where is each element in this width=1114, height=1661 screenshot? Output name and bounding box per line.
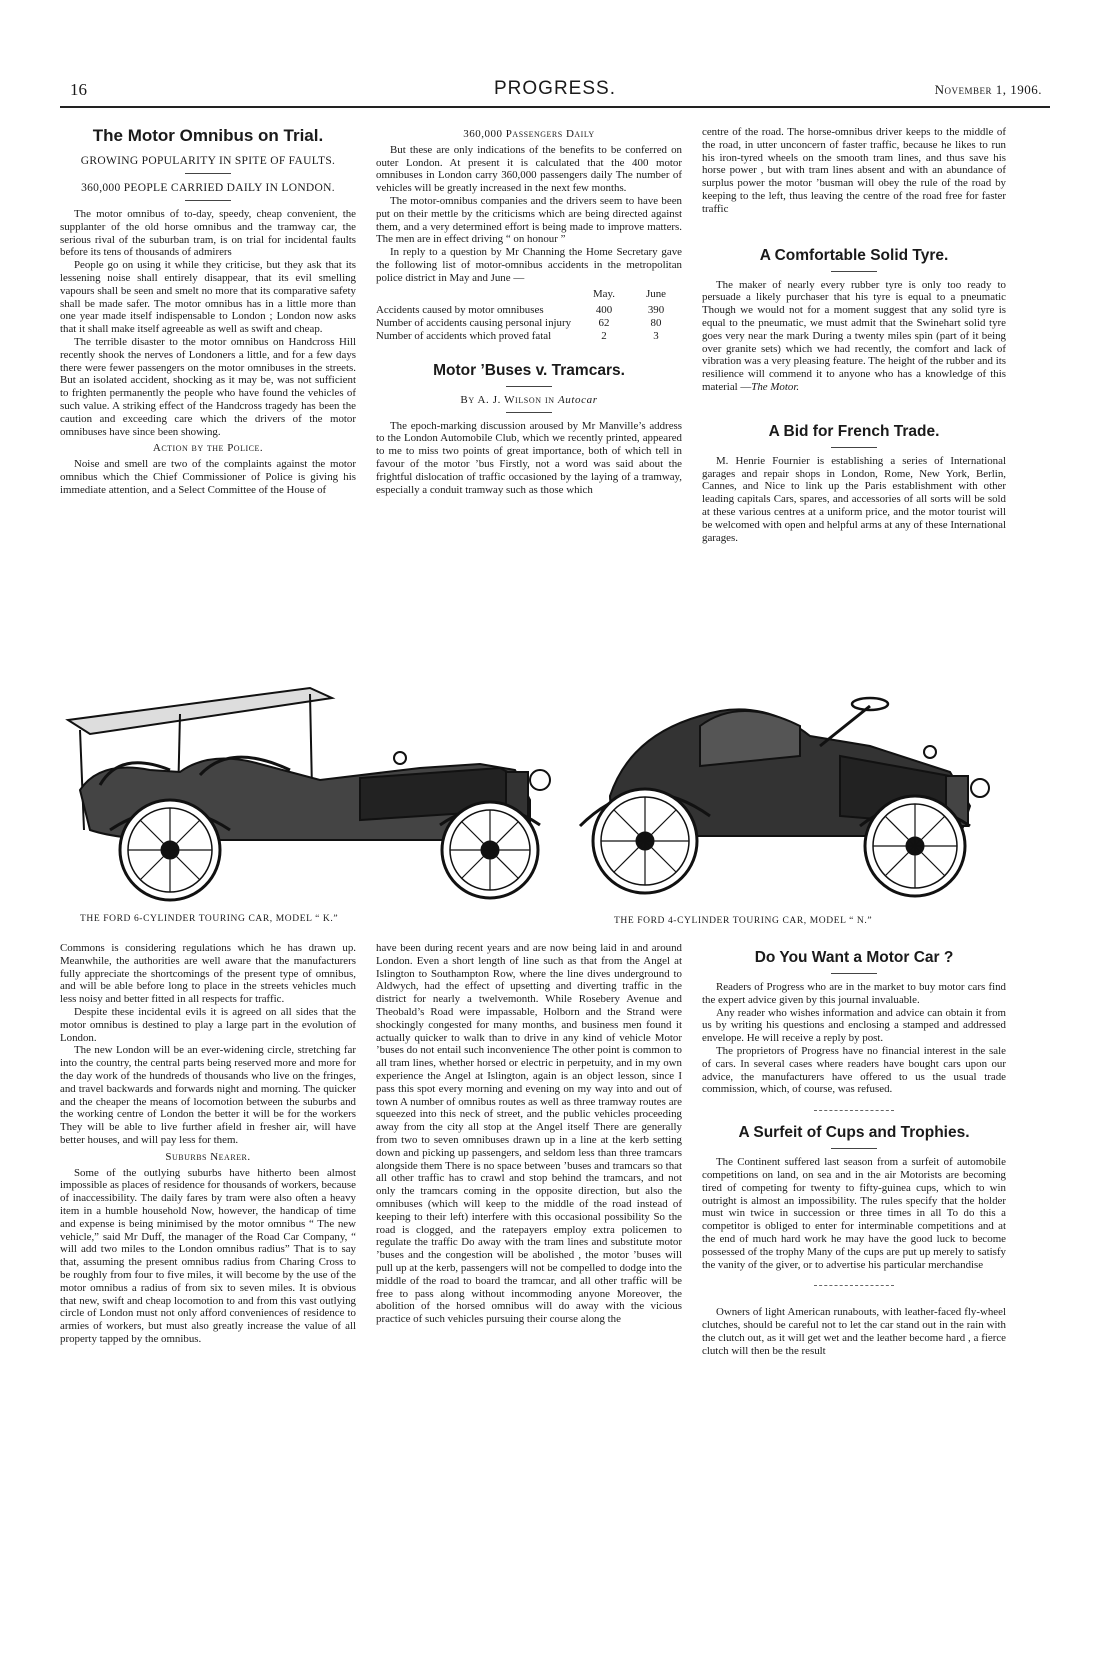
paragraph: Any reader who wishes information and advice can obtain it from us by writing his questions and enclosing a stamped and addressed envelope. He will receive a reply by post. bbox=[702, 1006, 1006, 1045]
divider bbox=[831, 447, 877, 448]
paragraph: The Continent suffered last season from a surfeit of automobile competitions on land, on sea and in the air Motorists are becoming tired of competing for twenty to fifty-guinea cups, which to win outright is almost an impossibility. The rules specify that the holder must win twice in succession or three times in all To do this a competitor is obliged to enter for interminable competitions and at the end of much hard work he may have the good luck to become possessed of the trophy Many of the cups are put up merely to satisfy the vanity of the giver, or to advertise his particular merchandise bbox=[702, 1156, 1006, 1271]
paragraph: People go on using it while they criticise, but they ask that its lessening noise shall entirely disappear, that its evil smelling vapours shall be seen and smelt no more that its comparative safety shall be made safer. The motor omnibus has in a little more than one year made itself indispensable to London ; London now asks that it shall make itself agreeable as well as swift and cheap. bbox=[60, 259, 356, 336]
divider bbox=[506, 412, 552, 413]
paragraph: Readers of Progress who are in the market to buy motor cars find the expert advice given by this journal invaluable. bbox=[702, 981, 1006, 1006]
table-row: Number of accidents causing personal injury 62 80 bbox=[376, 317, 662, 330]
paragraph: centre of the road. The horse-omnibus driver keeps to the middle of the road, in utter unconcern of faster traffic, because he likes to run his iron-tyred wheels on the smooth tram lines, and thus save his horse power , but with tram lines absent and with an abundance of surplus power the motor ’busman will obey the rule of the road by keeping to the left, thus leaving the centre of the road free for faster traffic bbox=[702, 126, 1006, 215]
ford-model-n-illustration bbox=[570, 676, 1010, 906]
article-title-buses-tramcars: Motor ’Buses v. Tramcars. bbox=[433, 361, 625, 379]
article-title-omnibus: The Motor Omnibus on Trial. bbox=[92, 126, 324, 145]
column-2-bottom bbox=[376, 942, 682, 1592]
paragraph: The proprietors of Progress have no financial interest in the sale of cars. In several cases where readers have bought cars upon our advice, the manufacturers have offered to us the usual trade commission, which, of course, was refused. bbox=[702, 1044, 1006, 1096]
divider bbox=[185, 173, 231, 174]
ford-model-k-illustration bbox=[60, 680, 560, 910]
paragraph: Some of the outlying suburbs have hitherto been almost impossible as places of residence for thousands of workers, because of inaccessibility. The daily fares by tram were also often a heavy item in a humble household Now, however, the handicap of time and expense is being minimised by the motor omnibus “ The new vehicle,” said Mr Duff, the manager of the Road Car Company, “ will add two miles to the London omnibus radius” That is to say that, assuming the present omnibus radius from Charing Cross to be roughly from four to five miles, it will become by the use of the motor omnibus a radius of from six to seven miles. It is obvious that new, swift and cheap locomotion to and from this vast outlying circle of London must not only afford conveniences of residence to armies of workers, but must also greatly increase the value of all property tapped by the omnibus. bbox=[60, 1166, 356, 1345]
page-header bbox=[60, 80, 1050, 108]
column-1-top bbox=[60, 126, 356, 666]
column-3-top bbox=[702, 126, 1006, 666]
byline-source: Autocar bbox=[557, 393, 598, 406]
figure-caption-model-k: THE FORD 6-CYLINDER TOURING CAR, MODEL “ K.” bbox=[80, 914, 339, 924]
paragraph: Despite these incidental evils it is agreed on all sides that the motor omnibus is destined to play a large part in the evolution of London. bbox=[60, 1005, 356, 1044]
divider bbox=[814, 1285, 894, 1286]
paragraph: In reply to a question by Mr Channing the Home Secretary gave the following list of motor-omnibus accidents in the metropolitan police district in May and June — bbox=[376, 246, 682, 284]
column-1-bottom bbox=[60, 942, 356, 1592]
paragraph: M. Henrie Fournier is establishing a series of International garages and repair shops in London, Rome, New York, Berlin, Cannes, and Nice to link up the Paris establishment with other leading capitals Cars, spares, and accessories of all sorts will be sold at these various centres at a uniform price, and the motor tourist will be welcomed with open and helpful arms at any of these International garages. bbox=[702, 454, 1006, 544]
paragraph: But these are only indications of the benefits to be conferred on outer London. At present it is calculated that the 400 motor omnibuses in London carry 360,000 passengers daily The number of vehicles will be greatly increased in the next few months. bbox=[376, 143, 682, 195]
byline: By A. J. Wilson in Autocar bbox=[460, 393, 598, 406]
paragraph: The new London will be an ever-widening circle, stretching far into the country, the central parts being reserved more and more for the day work of the hundreds of thousands who live on the fringes, and travel backwards and forwards night and morning. The quicker and the cheaper the means of locomotion between the suburbs and the working centre of London the better it will be for the workers They will be able to live further afield in fresher air, will have better houses, and will pay less for them. bbox=[60, 1044, 356, 1146]
paragraph: Commons is considering regulations which he has drawn up. Meanwhile, the authorities are well aware that the manufacturers fully appreciate the shortcomings of the present type of omnibus, and will be able before long to place in the streets vehicles much less noisy and better fitted in all respects for traffic. bbox=[60, 942, 356, 1006]
paragraph: The terrible disaster to the motor omnibus on Handcross Hill recently shook the nerves of Londoners a little, and for a few days there were fewer passengers on the motor omnibuses in the streets. But an isolated accident, shocking as it may be, was not sufficient to frighten permanently the people who have found the vehicles of such value. A striking effect of the Handcross tragedy has been the caution and exceeding care which the drivers of the motor omnibuses have since been showing. bbox=[60, 335, 356, 438]
paragraph: have been during recent years and are now being laid in and around London. Even a short length of line such as that from the Angel at Islington to Southampton Row, where the line dives underground to Aldwych, had the effect of upsetting and diverting traffic in the district for nearly a twelvemonth. While Rosebery Avenue and Theobald’s Road were impassable, Holborn and the Strand were shockingly congested for many months, and business men found it actually quicker to walk than to drive in any kind of vehicle Motor ’buses do not entail such inconvenience The other point is common to all tram lines, whether horsed or electric in perpetuity, and in my own experience the Angel at Islington, again is an object lesson, since I pass this spot every morning and evening on my way into and out of town A number of omnibus routes as well as three tramway routes are squeezed into this neck of street, and the public vehicles proceeding away from the city all stop at the Angel itself There are generally from two to seven omnibuses drawn up in a line at the kerb setting down and picking up passengers, and seldom less than three tramcars alongside them There is no space between ’buses and tramcars so that all other traffic has to crawl and stop behind the tramcars, and not only the tramcars coming in the opposite direction, but also the omnibuses (which will keep to the middle of the road instead of keeping to their left) interfere with this occasional possibility So the road is clogged, and the ratepayers employ extra policemen to regulate the traffic Do away with the tram lines and substitute motor ’buses and the congestion will be abolished , the motor ’buses will pull up at the kerb, passengers will not be compelled to dodge into the middle of the road to board the tramcar, and all other traffic will be free to pass along without incommoding anyone Moreover, the abolition of the horsed omnibus will do away with the vicious practice of such vehicles pursuing their course along the bbox=[376, 942, 682, 1326]
paragraph: The maker of nearly every rubber tyre is only too ready to persuade a likely purchaser that his tyre is equal to a pneumatic Though we would not for a moment suggest that any solid tyre is equal to the pneumatic, we must admit that the Swinehart solid tyre goes very near the mark During a twenty miles spin (part of it being over granite sets) which we had recently, the comfort and lack of vibration was a very pleasing feature. The height of the rubber and its resilience will commend it to anyone who has a knowledge of this material —The Motor. bbox=[702, 278, 1006, 393]
article-subtitle: 360,000 PEOPLE CARRIED DAILY IN LONDON. bbox=[81, 182, 335, 194]
paragraph: Noise and smell are two of the complaints against the motor omnibus which the Chief Commissioner of Police is giving his immediate attention, and a Select Committee of the House of bbox=[60, 458, 356, 496]
divider bbox=[185, 200, 231, 201]
divider bbox=[831, 271, 877, 272]
table-row: Accidents caused by motor omnibuses 400 390 bbox=[376, 304, 665, 317]
article-subtitle: GROWING POPULARITY IN SPITE OF FAULTS. bbox=[80, 155, 336, 167]
divider bbox=[814, 1110, 894, 1111]
paragraph: Owners of light American runabouts, with leather-faced fly-wheel clutches, should be careful not to let the car stand out in the rain with the clutch out, as it will get wet and the leather become hard , a fierce clutch will then be the result bbox=[702, 1306, 1006, 1357]
section-heading: Action by the Police. bbox=[152, 442, 264, 455]
paragraph: The epoch-marking discussion aroused by Mr Manville’s address to the London Automobile Club, which we recently printed, appeared to me to miss two points of great importance, both of which tell in favour of the motor ’bus Firstly, not a word was said about the frightful dislocation of traffic occasioned by the laying of a tramway, especially a conduit tramway such as those which bbox=[376, 419, 682, 496]
column-3-bottom bbox=[702, 942, 1006, 1592]
paragraph: The motor omnibus of to-day, speedy, cheap convenient, the supplanter of the old horse omnibus and the tramway car, the serious rival of the suburban tram, is on trial for incidental faults before its tens of thousands of admirers bbox=[60, 208, 356, 259]
page-number: 16 bbox=[70, 80, 87, 99]
figure-caption-model-n: THE FORD 4-CYLINDER TOURING CAR, MODEL “ N.” bbox=[614, 916, 873, 926]
journal-title: PROGRESS. bbox=[494, 78, 616, 99]
issue-date: November 1, 1906. bbox=[934, 82, 1042, 97]
table-row: Number of accidents which proved fatal 2 3 bbox=[376, 329, 659, 342]
section-heading: Suburbs Nearer. bbox=[165, 1150, 251, 1163]
accidents-table bbox=[376, 288, 682, 343]
section-heading: 360,000 Passengers Daily bbox=[463, 128, 595, 140]
article-title-french-trade: A Bid for French Trade. bbox=[768, 422, 940, 440]
table-header: June bbox=[646, 287, 666, 300]
paragraph: The motor-omnibus companies and the drivers seem to have been put on their mettle by the criticisms which are being directed against them, and a very determined effort is being made to improve matters. The men are in effect driving “ on honour ” bbox=[376, 194, 682, 246]
article-title-cups-trophies: A Surfeit of Cups and Trophies. bbox=[738, 1124, 970, 1142]
article-title-motor-car: Do You Want a Motor Car ? bbox=[754, 949, 954, 966]
table-header: May. bbox=[593, 287, 615, 300]
source-credit: The Motor. bbox=[751, 380, 800, 393]
article-title-solid-tyre: A Comfortable Solid Tyre. bbox=[759, 246, 949, 264]
divider bbox=[831, 1148, 877, 1149]
divider bbox=[831, 973, 877, 974]
column-2-top bbox=[376, 126, 682, 666]
divider bbox=[506, 386, 552, 387]
